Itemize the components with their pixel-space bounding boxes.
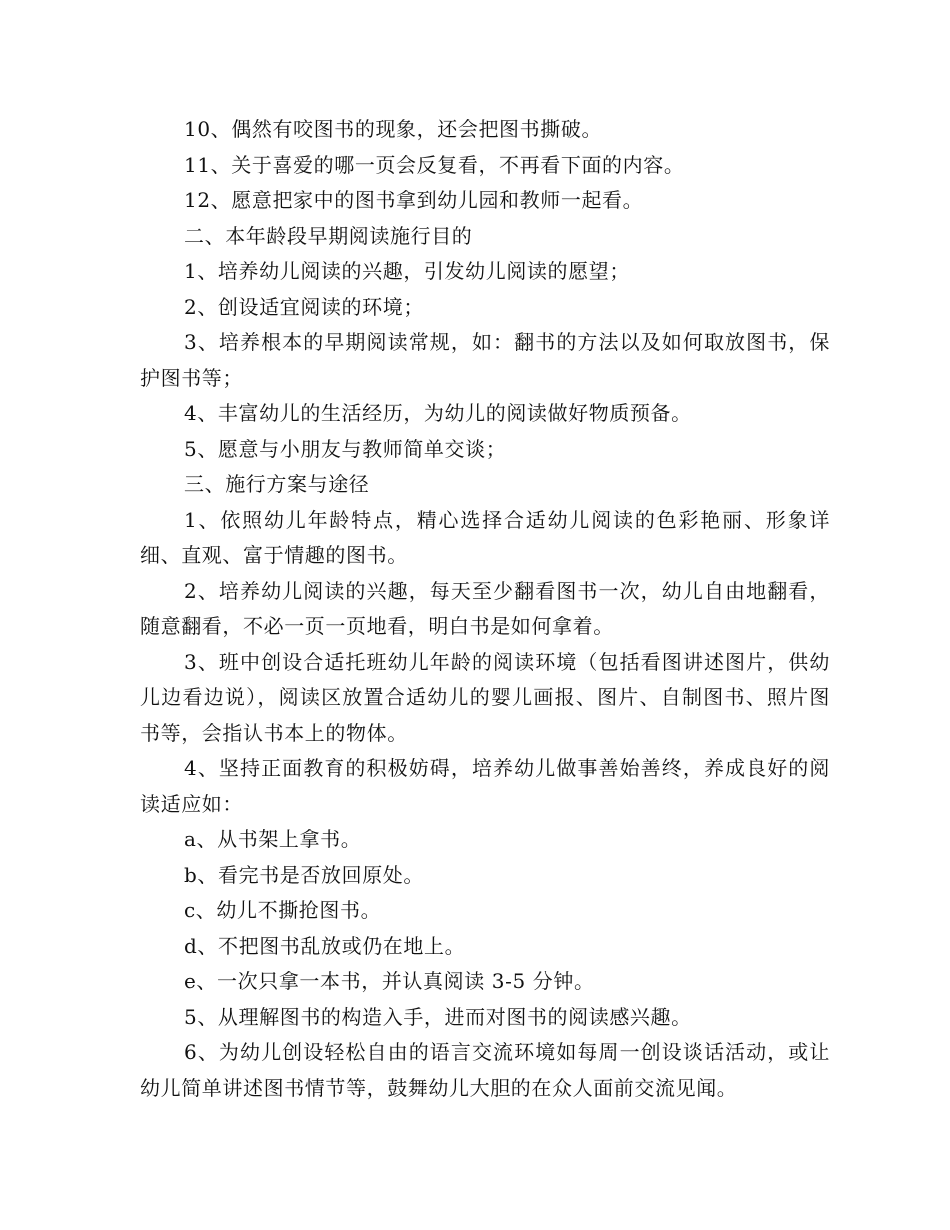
goal-item-5: 5、愿意与小朋友与教师简单交谈； [184,436,507,461]
goal-item-2: 2、创设适宜阅读的环境； [184,294,424,319]
paragraph-item-11: 11、关于喜爱的哪一页会反复看，不再看下面的内容。 [184,152,685,177]
plan-item-3: 3、班中创设合适托班幼儿年龄的阅读环境（包括看图讲述图片，供幼儿边看边说），阅读区放置合适幼儿的婴儿画报、图片、自制图书、照片图书等，会指认书本上的物体。 [140,649,830,745]
goal-item-3: 3、培养根本的早期阅读常规，如：翻书的方法以及如何取放图书，保护图书等； [140,330,830,390]
paragraph-item-10: 10、偶然有咬图书的现象，还会把图书撕破。 [184,117,603,141]
section-heading-goals: 二、本年龄段早期阅读施行目的 [184,223,473,248]
plan-item-5: 5、从理解图书的构造入手，进而对图书的阅读感兴趣。 [184,1004,692,1029]
goal-item-1: 1、培养幼儿阅读的兴趣，引发幼儿阅读的愿望； [184,259,630,283]
habit-item-e: e、一次只拿一本书，并认真阅读 3-5 分钟。 [184,969,595,993]
habit-item-a: a、从书架上拿书。 [184,827,362,851]
document-body [140,112,830,1106]
habit-item-d: d、不把图书乱放或仍在地上。 [184,933,466,958]
habit-item-c: c、幼儿不撕抢图书。 [184,898,382,922]
plan-item-4: 4、坚持正面教育的积极妨碍，培养幼儿做事善始善终，养成良好的阅读适应如： [140,756,830,816]
plan-item-2: 2、培养幼儿阅读的兴趣，每天至少翻看图书一次，幼儿自由地翻看，随意翻看，不必一页一页地看，明白书是如何拿着。 [140,578,830,638]
plan-item-1: 1、依照幼儿年龄特点，精心选择合适幼儿阅读的色彩艳丽、形象详细、直观、富于情趣的图书。 [140,507,830,567]
paragraph-item-12: 12、愿意把家中的图书拿到幼儿园和教师一起看。 [184,188,644,212]
section-heading-plan: 三、施行方案与途径 [184,472,370,496]
goal-item-4: 4、丰富幼儿的生活经历，为幼儿的阅读做好物质预备。 [184,401,692,425]
plan-item-6: 6、为幼儿创设轻松自由的语言交流环境如每周一创设谈话活动，或让幼儿简单讲述图书情节等，鼓舞幼儿大胆的在众人面前交流见闻。 [140,1040,830,1100]
habit-item-b: b、看完书是否放回原处。 [184,862,425,887]
